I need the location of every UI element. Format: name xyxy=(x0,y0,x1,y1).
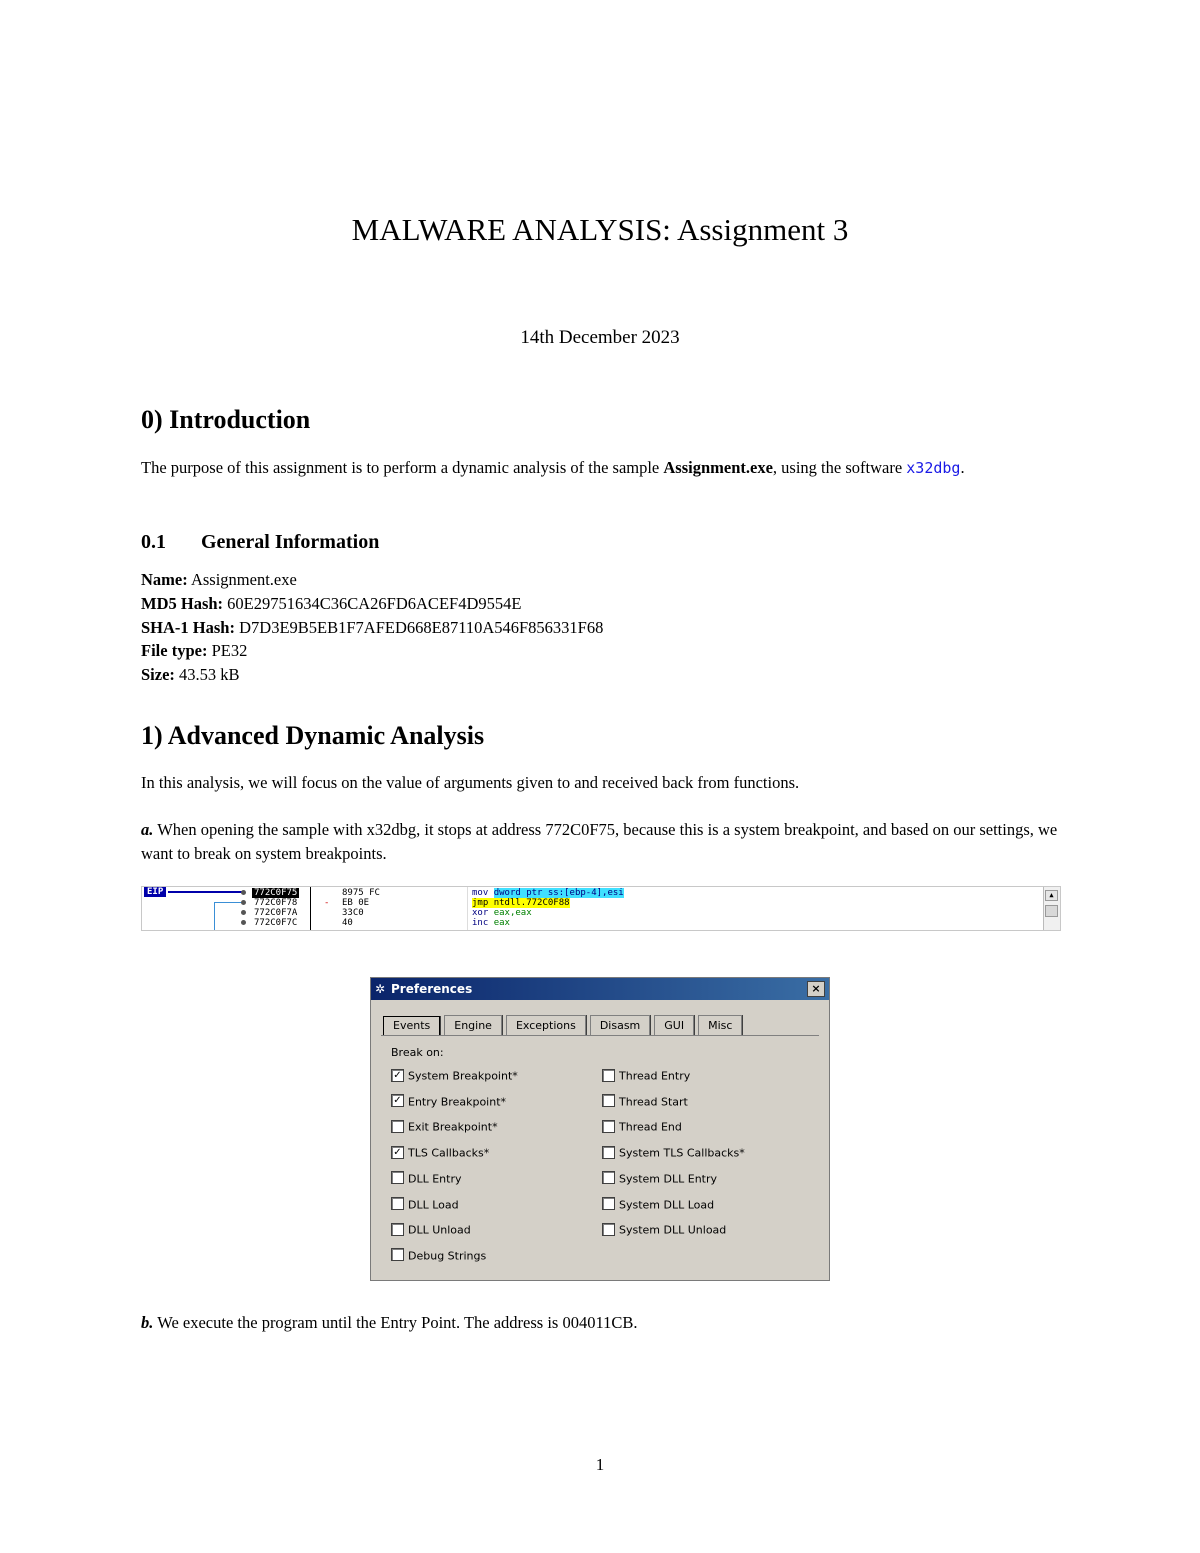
checkbox-label: Debug Strings xyxy=(408,1249,487,1263)
checkbox-system-dll-entry[interactable] xyxy=(602,1171,717,1186)
sample-name: Assignment.exe xyxy=(663,458,773,477)
breakpoint-dot[interactable] xyxy=(241,890,246,895)
checkbox-label: System Breakpoint* xyxy=(408,1069,518,1083)
checkbox-label: Thread Start xyxy=(619,1095,688,1109)
advanced-intro-paragraph: In this analysis, we will focus on the value of arguments given to and received back from functions. xyxy=(141,773,800,792)
checkbox-dll-unload[interactable] xyxy=(391,1222,471,1237)
checkbox-unchecked-icon[interactable] xyxy=(602,1197,615,1210)
dialog-title: Preferences xyxy=(391,982,473,996)
debugger-disassembly-view xyxy=(141,886,1061,931)
checkbox-system-dll-unload[interactable] xyxy=(602,1222,726,1237)
info-name: Name: Assignment.exe xyxy=(141,570,297,589)
checkbox-unchecked-icon[interactable] xyxy=(602,1171,615,1184)
checkbox-label: DLL Unload xyxy=(408,1223,471,1237)
tab-events[interactable]: Events xyxy=(383,1016,440,1035)
checkbox-checked-icon[interactable]: ✓ xyxy=(391,1146,404,1159)
scroll-up-icon[interactable]: ▲ xyxy=(1045,890,1058,901)
eip-label: EIP xyxy=(144,887,166,897)
checkbox-checked-icon[interactable]: ✓ xyxy=(391,1094,404,1107)
info-sha1: SHA-1 Hash: D7D3E9B5EB1F7AFED668E87110A546F856331F68 xyxy=(141,617,604,637)
close-button[interactable]: × xyxy=(807,981,825,997)
checkbox-label: Exit Breakpoint* xyxy=(408,1120,498,1134)
checkbox-system-tls-callbacks[interactable] xyxy=(602,1145,745,1160)
breakpoint-dot[interactable] xyxy=(241,900,246,905)
checkbox-checked-icon[interactable]: ✓ xyxy=(391,1069,404,1082)
checkbox-unchecked-icon[interactable] xyxy=(391,1248,404,1261)
checkbox-label: System DLL Unload xyxy=(619,1223,727,1237)
checkbox-thread-entry[interactable] xyxy=(602,1068,690,1083)
document-date: 14th December 2023 xyxy=(520,327,680,348)
preferences-tabs xyxy=(383,1014,746,1036)
disasm-scrollbar[interactable] xyxy=(1043,887,1060,930)
checkbox-label: System TLS Callbacks* xyxy=(619,1146,745,1160)
scroll-thumb[interactable] xyxy=(1045,905,1058,917)
checkbox-unchecked-icon[interactable] xyxy=(391,1120,404,1133)
break-on-label: Break on: xyxy=(391,1046,444,1059)
tab-disasm[interactable]: Disasm xyxy=(590,1015,650,1035)
page-number: 1 xyxy=(595,1455,605,1474)
preferences-dialog xyxy=(370,977,830,1281)
checkbox-unchecked-icon[interactable] xyxy=(391,1197,404,1210)
checkbox-system-breakpoint[interactable] xyxy=(391,1068,518,1083)
item-b-paragraph: b. We execute the program until the Entry Point. The address is 004011CB. xyxy=(141,1313,638,1332)
checkbox-label: System DLL Load xyxy=(619,1198,715,1211)
info-md5: MD5 Hash: 60E29751634C36CA26FD6ACEF4D9554E xyxy=(141,593,522,613)
item-a-paragraph: a. When opening the sample with x32dbg, it stops at address 772C0F75, because this is a system breakpoint, and based on our settings, we want to break on system breakpoints. xyxy=(141,820,1058,863)
tab-exceptions[interactable]: Exceptions xyxy=(506,1015,586,1035)
heading-advanced-dynamic-analysis: 1) Advanced Dynamic Analysis xyxy=(141,721,485,750)
checkbox-label: Thread Entry xyxy=(619,1069,691,1083)
checkbox-unchecked-icon[interactable] xyxy=(602,1223,615,1236)
general-info-block xyxy=(141,568,603,687)
checkbox-label: Entry Breakpoint* xyxy=(408,1095,507,1109)
checkbox-dll-entry[interactable] xyxy=(391,1171,462,1186)
checkbox-unchecked-icon[interactable] xyxy=(391,1171,404,1184)
tab-gui[interactable]: GUI xyxy=(654,1015,694,1035)
heading-introduction: 0) Introduction xyxy=(141,405,311,434)
checkbox-unchecked-icon[interactable] xyxy=(602,1120,615,1133)
checkbox-tls-callbacks[interactable] xyxy=(391,1145,489,1160)
checkbox-thread-start[interactable] xyxy=(602,1094,688,1109)
checkbox-debug-strings[interactable] xyxy=(391,1248,486,1263)
checkbox-unchecked-icon[interactable] xyxy=(391,1223,404,1236)
gear-icon: ✲ xyxy=(375,982,386,996)
checkbox-unchecked-icon[interactable] xyxy=(602,1094,615,1107)
checkbox-label: DLL Load xyxy=(408,1198,459,1211)
checkbox-thread-end[interactable] xyxy=(602,1119,682,1134)
checkbox-label: DLL Entry xyxy=(408,1172,462,1186)
tab-misc[interactable]: Misc xyxy=(698,1015,742,1035)
disasm-row[interactable]: 772C0F75 8975 FC mov dword ptr ss:[ebp-4],esi xyxy=(142,888,1060,898)
disasm-row[interactable]: 772C0F78 - EB 0E jmp ntdll.772C0F88 xyxy=(142,898,1060,908)
checkbox-unchecked-icon[interactable] xyxy=(602,1069,615,1082)
breakpoint-dot[interactable] xyxy=(241,910,246,915)
info-filetype: File type: PE32 xyxy=(141,641,248,661)
checkbox-label: System DLL Entry xyxy=(619,1172,718,1186)
checkbox-label: TLS Callbacks* xyxy=(408,1146,490,1160)
checkbox-entry-breakpoint[interactable] xyxy=(391,1094,506,1109)
breakpoint-dot[interactable] xyxy=(241,920,246,925)
heading-general-information: 0.1 General Information xyxy=(141,531,380,553)
checkbox-dll-load[interactable] xyxy=(391,1197,459,1212)
document-title: MALWARE ANALYSIS: Assignment 3 xyxy=(351,212,849,247)
info-size: Size: 43.53 kB xyxy=(141,665,240,685)
disasm-row[interactable]: 772C0F7C 40 inc eax xyxy=(142,918,1060,928)
x32dbg-link[interactable]: x32dbg xyxy=(906,459,961,477)
dialog-titlebar xyxy=(371,978,829,1000)
checkbox-exit-breakpoint[interactable] xyxy=(391,1119,498,1134)
intro-paragraph: The purpose of this assignment is to perform a dynamic analysis of the sample Assignment.exe, using the software x32dbg. xyxy=(141,458,965,477)
checkbox-unchecked-icon[interactable] xyxy=(602,1146,615,1159)
tab-engine[interactable]: Engine xyxy=(444,1015,502,1035)
checkbox-label: Thread End xyxy=(619,1120,682,1134)
checkbox-system-dll-load[interactable] xyxy=(602,1197,714,1212)
disasm-row[interactable]: 772C0F7A 33C0 xor eax,eax xyxy=(142,908,1060,918)
